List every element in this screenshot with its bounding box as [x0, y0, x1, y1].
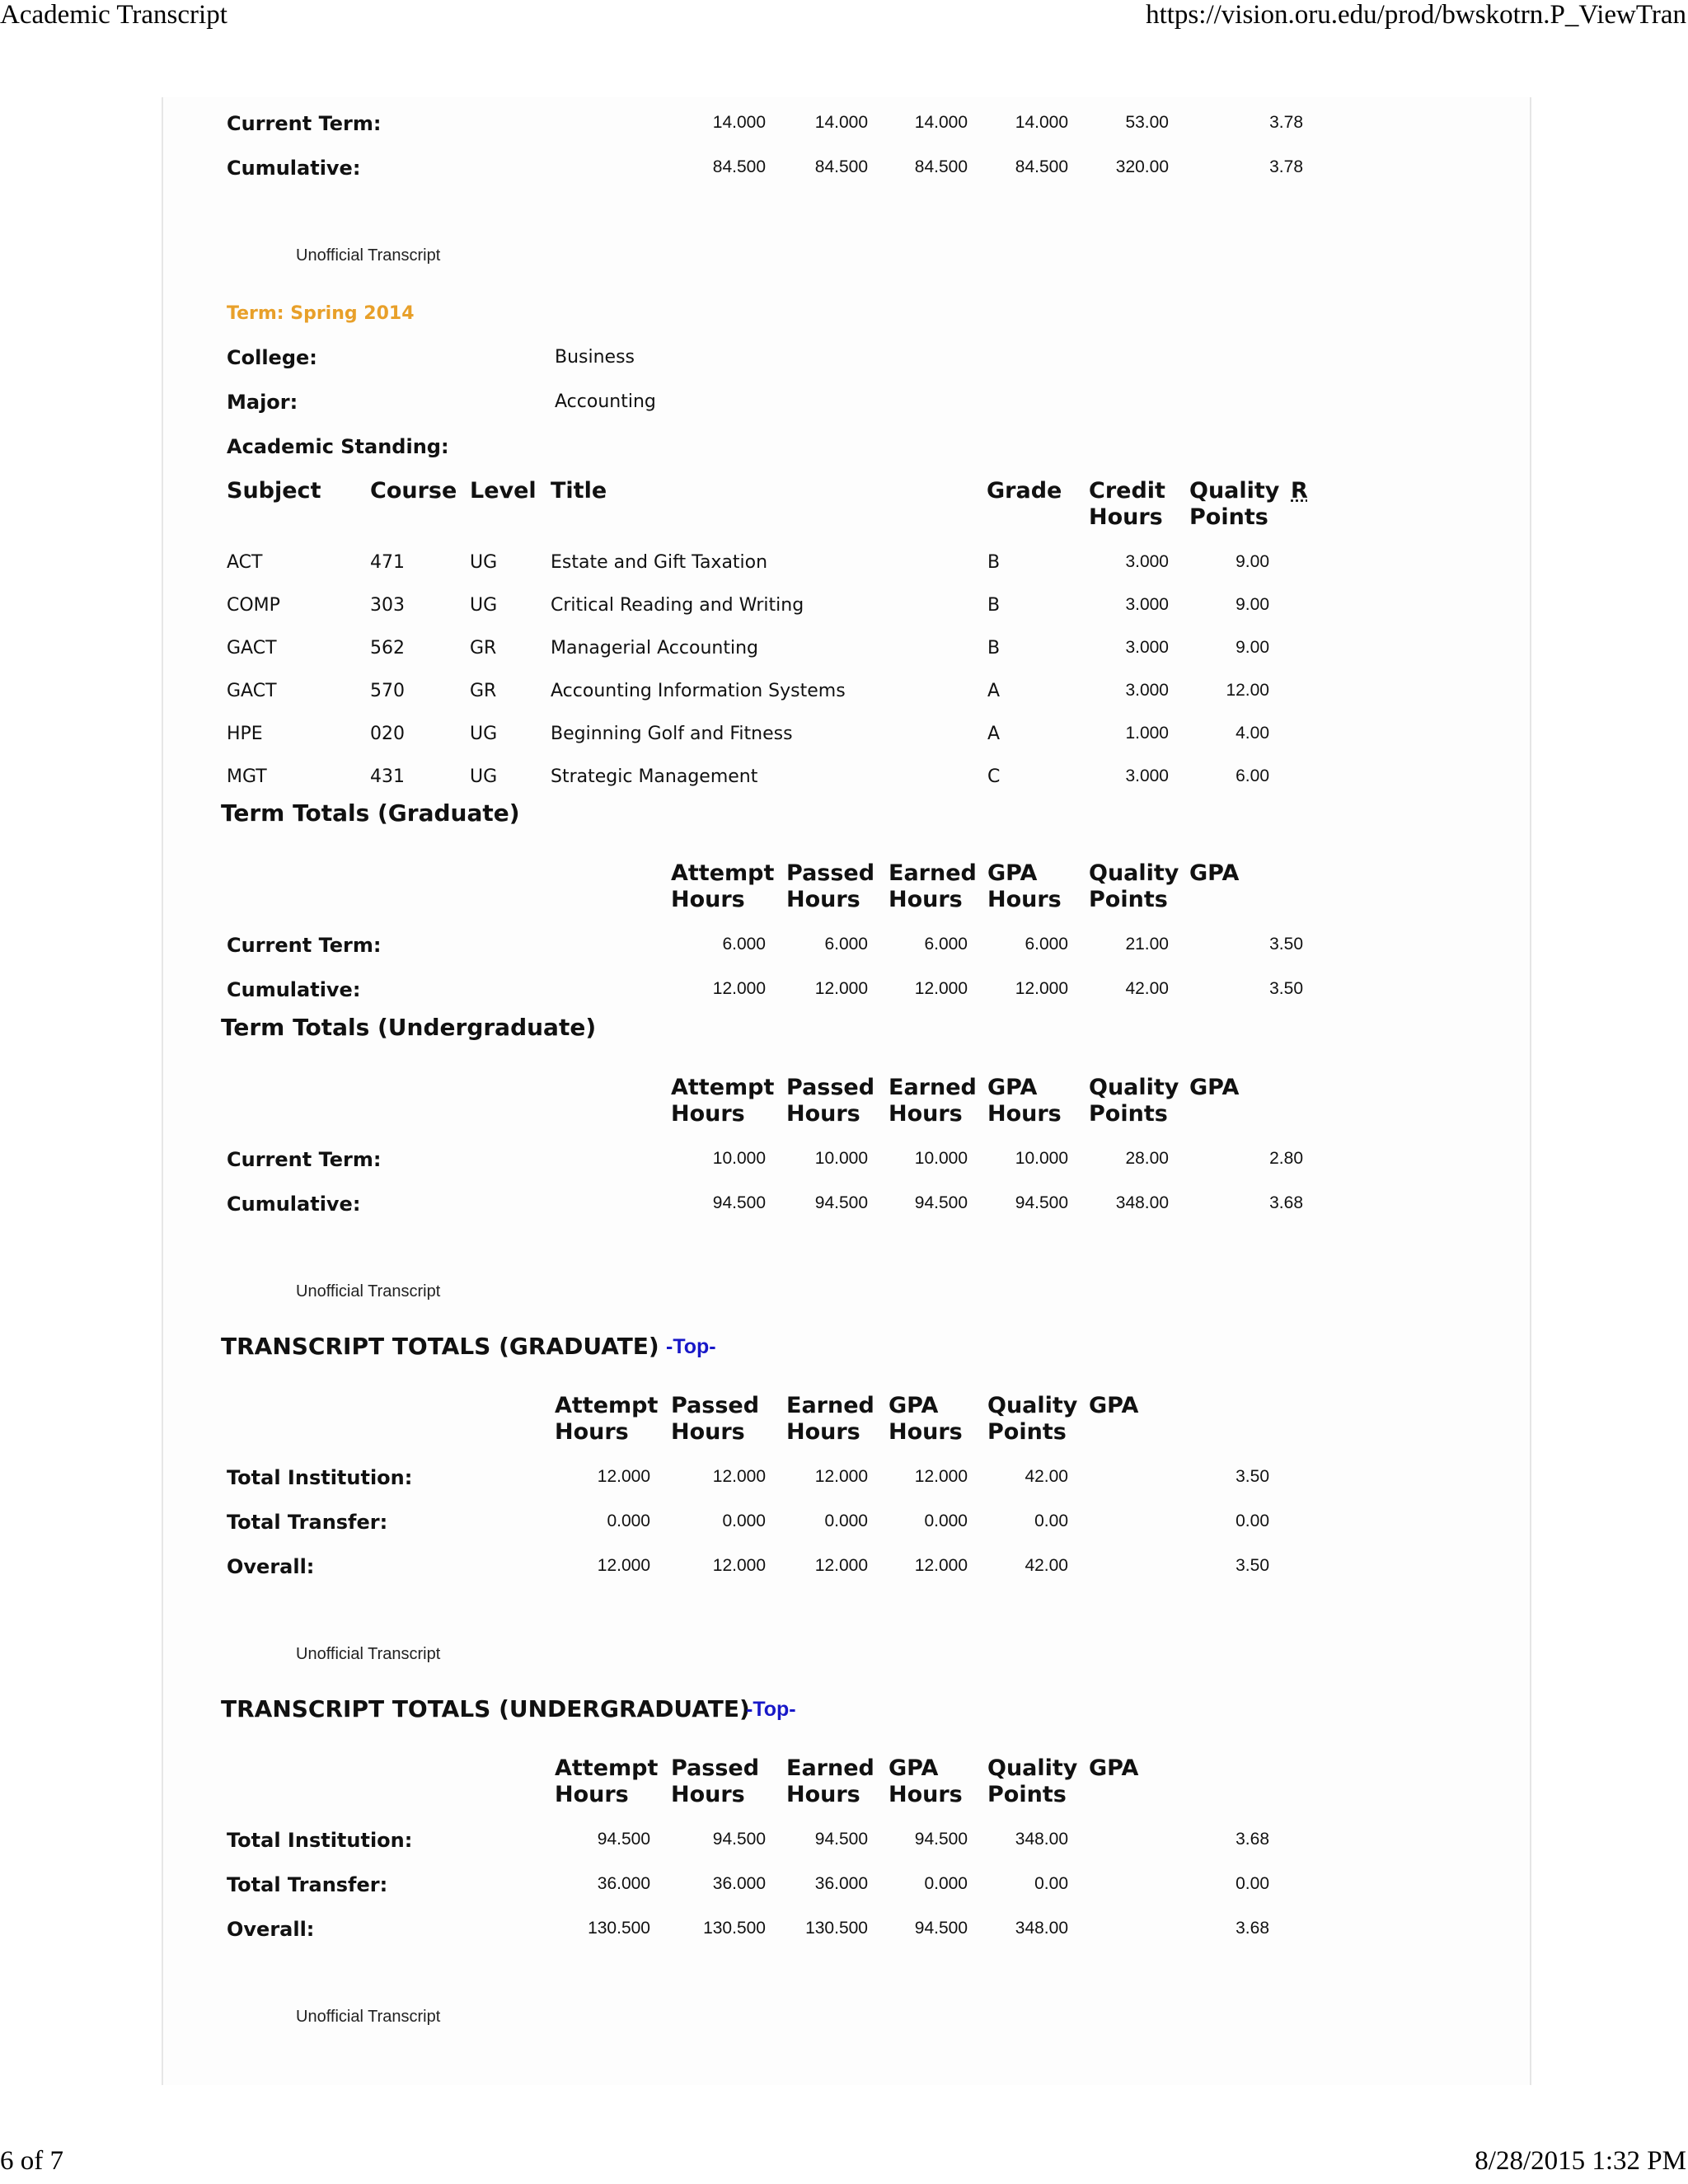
cell: 130.500	[805, 1919, 868, 1938]
cell: 3.50	[1236, 1467, 1269, 1486]
row-label: Cumulative:	[227, 978, 361, 1001]
cell: 42.00	[1025, 1556, 1068, 1575]
cell-credit: 3.000	[1125, 681, 1169, 700]
cell-level: UG	[470, 552, 498, 573]
col-attempt-hours: Attempt Hours	[555, 1393, 659, 1445]
cell: 12.000	[814, 1556, 868, 1575]
cell-course: 431	[370, 766, 405, 787]
cell: 6.000	[824, 935, 868, 954]
cell: 0.00	[1034, 1511, 1068, 1530]
cell: 12.000	[1015, 979, 1068, 998]
major-value: Accounting	[555, 391, 656, 412]
cell-quality: 4.00	[1236, 724, 1269, 743]
cell: 36.000	[712, 1874, 766, 1893]
cell: 94.500	[712, 1830, 766, 1849]
col-earned-hours: Earned Hours	[786, 1755, 874, 1807]
cell-quality: 9.00	[1236, 595, 1269, 614]
cell-course: 562	[370, 638, 405, 658]
unofficial-transcript-label: Unofficial Transcript	[296, 1282, 441, 1301]
cell: 94.500	[914, 1919, 968, 1938]
college-value: Business	[555, 347, 635, 368]
cell: 84.500	[914, 157, 968, 176]
cell-quality: 12.00	[1226, 681, 1269, 700]
cell: 3.78	[1269, 113, 1303, 132]
cell: 10.000	[1015, 1149, 1068, 1168]
cell: 12.000	[814, 979, 868, 998]
cell-credit: 3.000	[1125, 638, 1169, 657]
cell: 14.000	[914, 113, 968, 132]
cell-grade: A	[987, 681, 1001, 701]
cell: 94.500	[712, 1193, 766, 1212]
row-label: Cumulative:	[227, 157, 361, 180]
col-gpa-hours: GPA Hours	[889, 1755, 963, 1807]
col-line: Points	[1189, 504, 1268, 530]
cell-course: 303	[370, 595, 405, 616]
cell: 6.000	[1025, 935, 1068, 954]
col-course: Course	[370, 478, 457, 504]
cell: 42.00	[1025, 1467, 1068, 1486]
cell: 14.000	[712, 113, 766, 132]
cell: 14.000	[1015, 113, 1068, 132]
cell-grade: A	[987, 724, 1001, 744]
col-attempt-hours: Attempt Hours	[671, 860, 775, 912]
cell-level: UG	[470, 724, 498, 744]
cell-grade: C	[987, 766, 1001, 787]
row-label: Total Transfer:	[227, 1873, 388, 1896]
cell-title: Critical Reading and Writing	[551, 595, 804, 616]
cell-grade: B	[987, 552, 1001, 573]
row-label: Current Term:	[227, 934, 382, 957]
col-quality-points: Quality Points	[1089, 860, 1179, 912]
cell: 3.78	[1269, 157, 1303, 176]
col-gpa-hours: GPA Hours	[889, 1393, 963, 1445]
cell: 12.000	[712, 1467, 766, 1486]
cell: 21.00	[1125, 935, 1169, 954]
academic-standing-label: Academic Standing:	[227, 435, 449, 458]
cell: 12.000	[814, 1467, 868, 1486]
cell: 12.000	[597, 1556, 650, 1575]
col-line: Credit	[1089, 478, 1165, 504]
major-label: Major:	[227, 391, 298, 414]
col-attempt-hours: Attempt Hours	[671, 1075, 775, 1127]
transcript-totals-graduate-title: TRANSCRIPT TOTALS (GRADUATE)	[221, 1333, 659, 1360]
cell: 0.00	[1236, 1874, 1269, 1893]
cell: 6.000	[722, 935, 766, 954]
cell-course: 020	[370, 724, 405, 744]
print-header-title: Academic Transcript	[0, 0, 227, 30]
cell-credit: 3.000	[1125, 595, 1169, 614]
cell-title: Strategic Management	[551, 766, 758, 787]
row-label: Current Term:	[227, 112, 382, 135]
cell-subject: HPE	[227, 724, 263, 744]
cell: 10.000	[712, 1149, 766, 1168]
col-subject: Subject	[227, 478, 321, 504]
cell-subject: MGT	[227, 766, 267, 787]
col-gpa-hours: GPA Hours	[987, 860, 1062, 912]
col-quality-points: Quality Points	[987, 1393, 1078, 1445]
college-label: College:	[227, 346, 317, 369]
row-label: Cumulative:	[227, 1193, 361, 1216]
cell: 348.00	[1115, 1193, 1169, 1212]
col-attempt-hours: Attempt Hours	[555, 1755, 659, 1807]
col-title: Title	[551, 478, 607, 504]
row-label: Current Term:	[227, 1148, 382, 1171]
cell: 12.000	[914, 1556, 968, 1575]
col-line: Quality	[1189, 478, 1280, 504]
unofficial-transcript-label: Unofficial Transcript	[296, 246, 441, 265]
cell: 3.50	[1269, 979, 1303, 998]
col-earned-hours: Earned Hours	[889, 1075, 977, 1127]
cell-credit: 3.000	[1125, 766, 1169, 785]
col-quality-points	[1189, 478, 1279, 531]
col-passed-hours: Passed Hours	[786, 860, 875, 912]
cell: 348.00	[1015, 1919, 1068, 1938]
cell: 94.500	[914, 1193, 968, 1212]
cell: 84.500	[1015, 157, 1068, 176]
cell-subject: ACT	[227, 552, 263, 573]
cell: 10.000	[914, 1149, 968, 1168]
top-link[interactable]: -Top-	[666, 1335, 716, 1358]
cell: 94.500	[1015, 1193, 1068, 1212]
col-passed-hours: Passed Hours	[671, 1755, 760, 1807]
cell: 3.68	[1269, 1193, 1303, 1212]
term-heading: Term: Spring 2014	[227, 303, 415, 324]
cell: 12.000	[712, 979, 766, 998]
col-level: Level	[470, 478, 537, 504]
cell: 42.00	[1125, 979, 1169, 998]
row-label: Total Institution:	[227, 1829, 413, 1852]
cell-quality: 9.00	[1236, 552, 1269, 571]
cell: 94.500	[914, 1830, 968, 1849]
cell: 10.000	[814, 1149, 868, 1168]
cell-grade: B	[987, 638, 1001, 658]
cell: 0.000	[924, 1874, 968, 1893]
cell: 3.68	[1236, 1830, 1269, 1849]
cell: 12.000	[597, 1467, 650, 1486]
row-label: Total Institution:	[227, 1466, 413, 1489]
cell: 84.500	[814, 157, 868, 176]
row-label: Total Transfer:	[227, 1511, 388, 1534]
cell: 84.500	[712, 157, 766, 176]
cell-subject: GACT	[227, 638, 277, 658]
cell: 0.00	[1034, 1874, 1068, 1893]
cell-quality: 6.00	[1236, 766, 1269, 785]
cell: 3.50	[1269, 935, 1303, 954]
cell: 28.00	[1125, 1149, 1169, 1168]
cell: 94.500	[597, 1830, 650, 1849]
cell: 130.500	[588, 1919, 650, 1938]
unofficial-transcript-label: Unofficial Transcript	[296, 2008, 441, 2026]
cell-grade: B	[987, 595, 1001, 616]
cell: 6.000	[924, 935, 968, 954]
cell-title: Beginning Golf and Fitness	[551, 724, 793, 744]
cell-title: Managerial Accounting	[551, 638, 758, 658]
col-grade: Grade	[987, 478, 1062, 504]
cell-subject: GACT	[227, 681, 277, 701]
col-gpa: GPA	[1189, 1075, 1240, 1100]
cell: 94.500	[814, 1830, 868, 1849]
col-line: Hours	[1089, 504, 1163, 530]
cell-level: GR	[470, 681, 497, 701]
cell-level: UG	[470, 766, 498, 787]
cell-level: UG	[470, 595, 498, 616]
term-totals-undergraduate-title: Term Totals (Undergraduate)	[221, 1014, 597, 1041]
col-earned-hours: Earned Hours	[889, 860, 977, 912]
cell: 0.000	[722, 1511, 766, 1530]
cell: 36.000	[814, 1874, 868, 1893]
col-repeat: R	[1291, 478, 1308, 504]
cell: 36.000	[597, 1874, 650, 1893]
col-quality-points: Quality Points	[987, 1755, 1078, 1807]
cell: 12.000	[712, 1556, 766, 1575]
cell: 130.500	[703, 1919, 766, 1938]
cell-title: Accounting Information Systems	[551, 681, 846, 701]
col-quality-points: Quality Points	[1089, 1075, 1179, 1127]
cell: 14.000	[814, 113, 868, 132]
cell: 348.00	[1015, 1830, 1068, 1849]
col-passed-hours: Passed Hours	[786, 1075, 875, 1127]
cell: 94.500	[814, 1193, 868, 1212]
col-gpa: GPA	[1089, 1393, 1139, 1418]
col-earned-hours: Earned Hours	[786, 1393, 874, 1445]
cell: 0.00	[1236, 1511, 1269, 1530]
cell-credit: 1.000	[1125, 724, 1169, 743]
cell-quality: 9.00	[1236, 638, 1269, 657]
cell-level: GR	[470, 638, 497, 658]
cell: 53.00	[1125, 113, 1169, 132]
cell: 0.000	[924, 1511, 968, 1530]
col-credit-hours	[1089, 478, 1165, 531]
top-link[interactable]: -Top-	[746, 1698, 796, 1721]
cell: 2.80	[1269, 1149, 1303, 1168]
print-footer-datetime: 8/28/2015 1:32 PM	[1475, 2146, 1686, 2176]
cell: 0.000	[824, 1511, 868, 1530]
col-passed-hours: Passed Hours	[671, 1393, 760, 1445]
cell: 3.68	[1236, 1919, 1269, 1938]
term-totals-graduate-title: Term Totals (Graduate)	[221, 799, 520, 827]
col-gpa: GPA	[1089, 1755, 1139, 1781]
cell-title: Estate and Gift Taxation	[551, 552, 768, 573]
cell-subject: COMP	[227, 595, 280, 616]
cell: 12.000	[914, 979, 968, 998]
row-label: Overall:	[227, 1918, 315, 1941]
unofficial-transcript-label: Unofficial Transcript	[296, 1645, 441, 1663]
print-header-url: https://vision.oru.edu/prod/bwskotrn.P_ViewTran	[1146, 0, 1686, 30]
row-label: Overall:	[227, 1555, 315, 1578]
col-gpa-hours: GPA Hours	[987, 1075, 1062, 1127]
cell-credit: 3.000	[1125, 552, 1169, 571]
col-gpa: GPA	[1189, 860, 1240, 886]
cell-course: 570	[370, 681, 405, 701]
cell: 0.000	[607, 1511, 650, 1530]
print-footer-page: 6 of 7	[0, 2146, 63, 2176]
cell-course: 471	[370, 552, 405, 573]
cell: 3.50	[1236, 1556, 1269, 1575]
cell: 320.00	[1115, 157, 1169, 176]
cell: 12.000	[914, 1467, 968, 1486]
transcript-totals-undergraduate-title: TRANSCRIPT TOTALS (UNDERGRADUATE)	[221, 1695, 750, 1722]
